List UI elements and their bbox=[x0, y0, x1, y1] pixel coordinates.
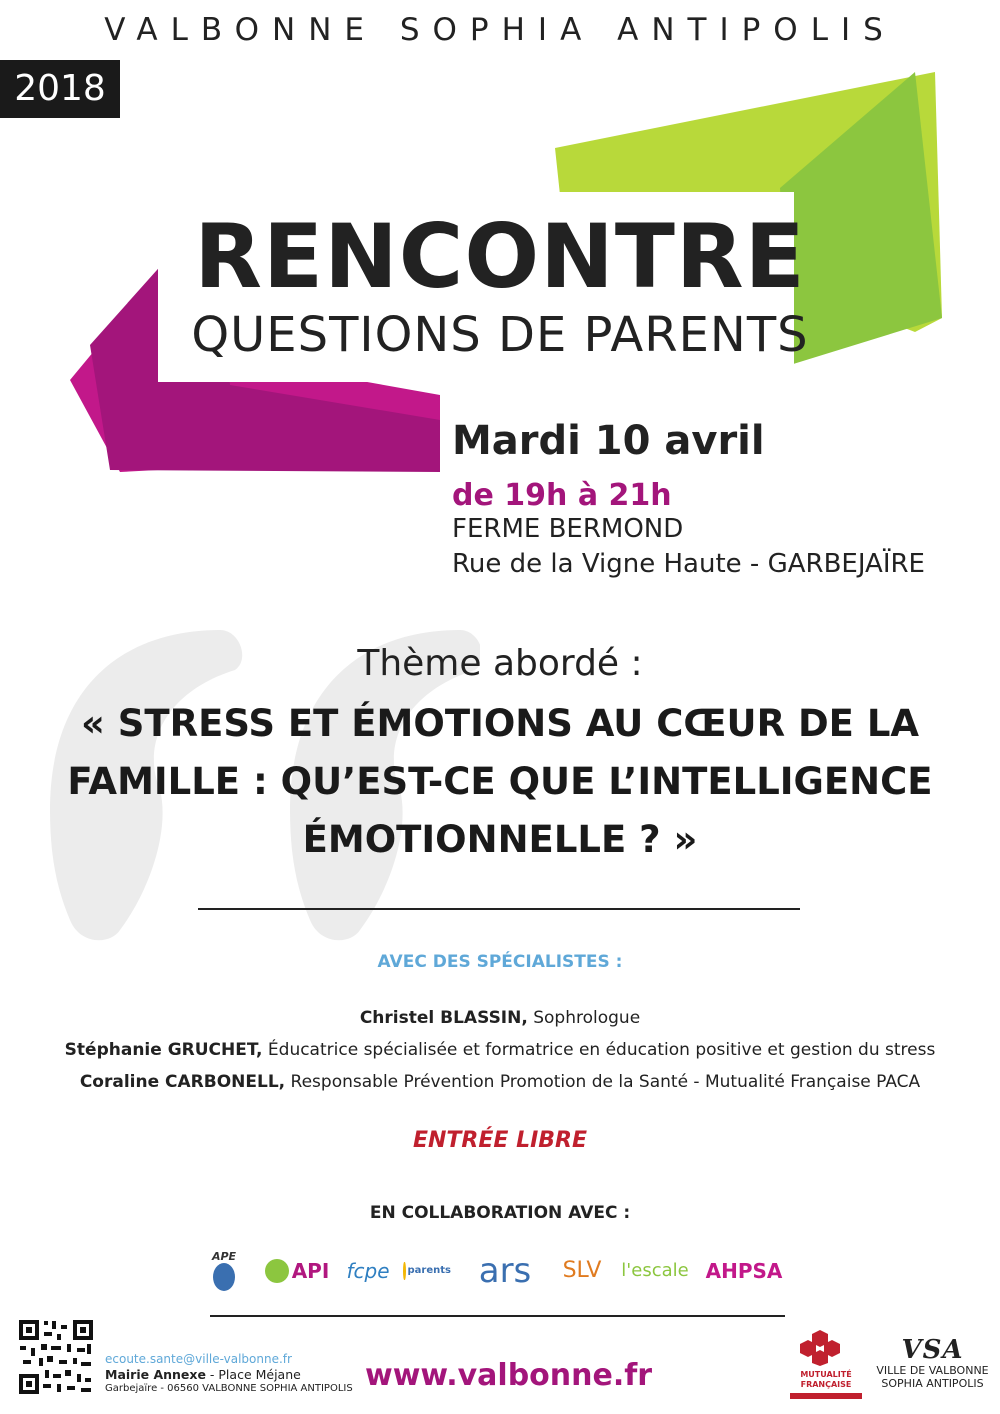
api-logo: API bbox=[256, 1248, 338, 1293]
year-badge: 2018 bbox=[0, 60, 120, 118]
theme-text: « STRESS ET ÉMOTIONS AU CŒUR DE LA FAMILLE : QU’EST-CE QUE L’INTELLIGENCE ÉMOTIONNELLE ? » bbox=[67, 702, 933, 861]
specialist-name: Coraline CARBONELL, bbox=[79, 1072, 286, 1092]
mairie-address: Garbejaïre - 06560 VALBONNE SOPHIA ANTIPOLIS bbox=[105, 1383, 353, 1394]
event-time: de 19h à 21h bbox=[452, 478, 672, 513]
theme-label: Thème abordé : bbox=[357, 643, 643, 684]
specialist-name: Stéphanie GRUCHET, bbox=[64, 1040, 263, 1060]
escale-logo: l'escale bbox=[621, 1260, 689, 1281]
vsa-line2: SOPHIA ANTIPOLIS bbox=[881, 1377, 984, 1390]
event-title: RENCONTRE bbox=[194, 205, 806, 308]
mutualite-logo bbox=[790, 1330, 862, 1396]
specialist-line bbox=[0, 1008, 1000, 1028]
entry-libre: ENTRÉE LIBRE bbox=[412, 1128, 588, 1153]
hexagon-icon bbox=[790, 1330, 862, 1366]
divider bbox=[210, 1315, 785, 1317]
parents-logo: parents bbox=[403, 1248, 451, 1293]
website-link[interactable]: www.valbonne.fr bbox=[365, 1358, 653, 1393]
collaboration-heading: EN COLLABORATION AVEC : bbox=[369, 1203, 631, 1223]
event-subtitle: QUESTIONS DE PARENTS bbox=[191, 307, 809, 363]
event-address: Rue de la Vigne Haute - GARBEJAÏRE bbox=[452, 549, 925, 579]
ars-logo: ars bbox=[478, 1250, 532, 1291]
ahpsa-logo: AHPSA bbox=[705, 1258, 783, 1283]
specialists-heading: AVEC DES SPÉCIALISTES : bbox=[377, 952, 623, 972]
specialist-role: Responsable Prévention Promotion de la Santé - Mutualité Française PACA bbox=[290, 1072, 921, 1092]
vsa-mark: VSA bbox=[901, 1335, 964, 1365]
specialist-role: Éducatrice spécialisée et formatrice en éducation positive et gestion du stress bbox=[267, 1040, 936, 1060]
mairie-place: - Place Méjane bbox=[205, 1367, 301, 1382]
vsa-logo bbox=[875, 1336, 990, 1390]
specialist-line bbox=[0, 1040, 1000, 1060]
specialist-role: Sophrologue bbox=[533, 1008, 641, 1028]
fcpe-logo: fcpe bbox=[346, 1258, 390, 1283]
event-place: FERME BERMOND bbox=[452, 514, 684, 544]
vsa-line1: VILLE DE VALBONNE bbox=[876, 1364, 989, 1377]
event-date: Mardi 10 avril bbox=[452, 418, 765, 464]
contact-email[interactable]: ecoute.sante@ville-valbonne.fr bbox=[105, 1352, 292, 1366]
mairie-annexe bbox=[105, 1367, 301, 1382]
mutualite-text: MUTUALITÉ FRANÇAISE bbox=[800, 1370, 852, 1389]
specialist-name: Christel BLASSIN, bbox=[359, 1008, 528, 1028]
city-header: VALBONNE SOPHIA ANTIPOLIS bbox=[104, 12, 896, 48]
ape-logo: APE bbox=[200, 1248, 248, 1293]
mairie-name: Mairie Annexe bbox=[105, 1367, 206, 1382]
slv-logo: SLV bbox=[562, 1258, 602, 1283]
qr-code-icon bbox=[17, 1318, 95, 1396]
specialist-line bbox=[0, 1072, 1000, 1092]
divider bbox=[198, 908, 800, 910]
